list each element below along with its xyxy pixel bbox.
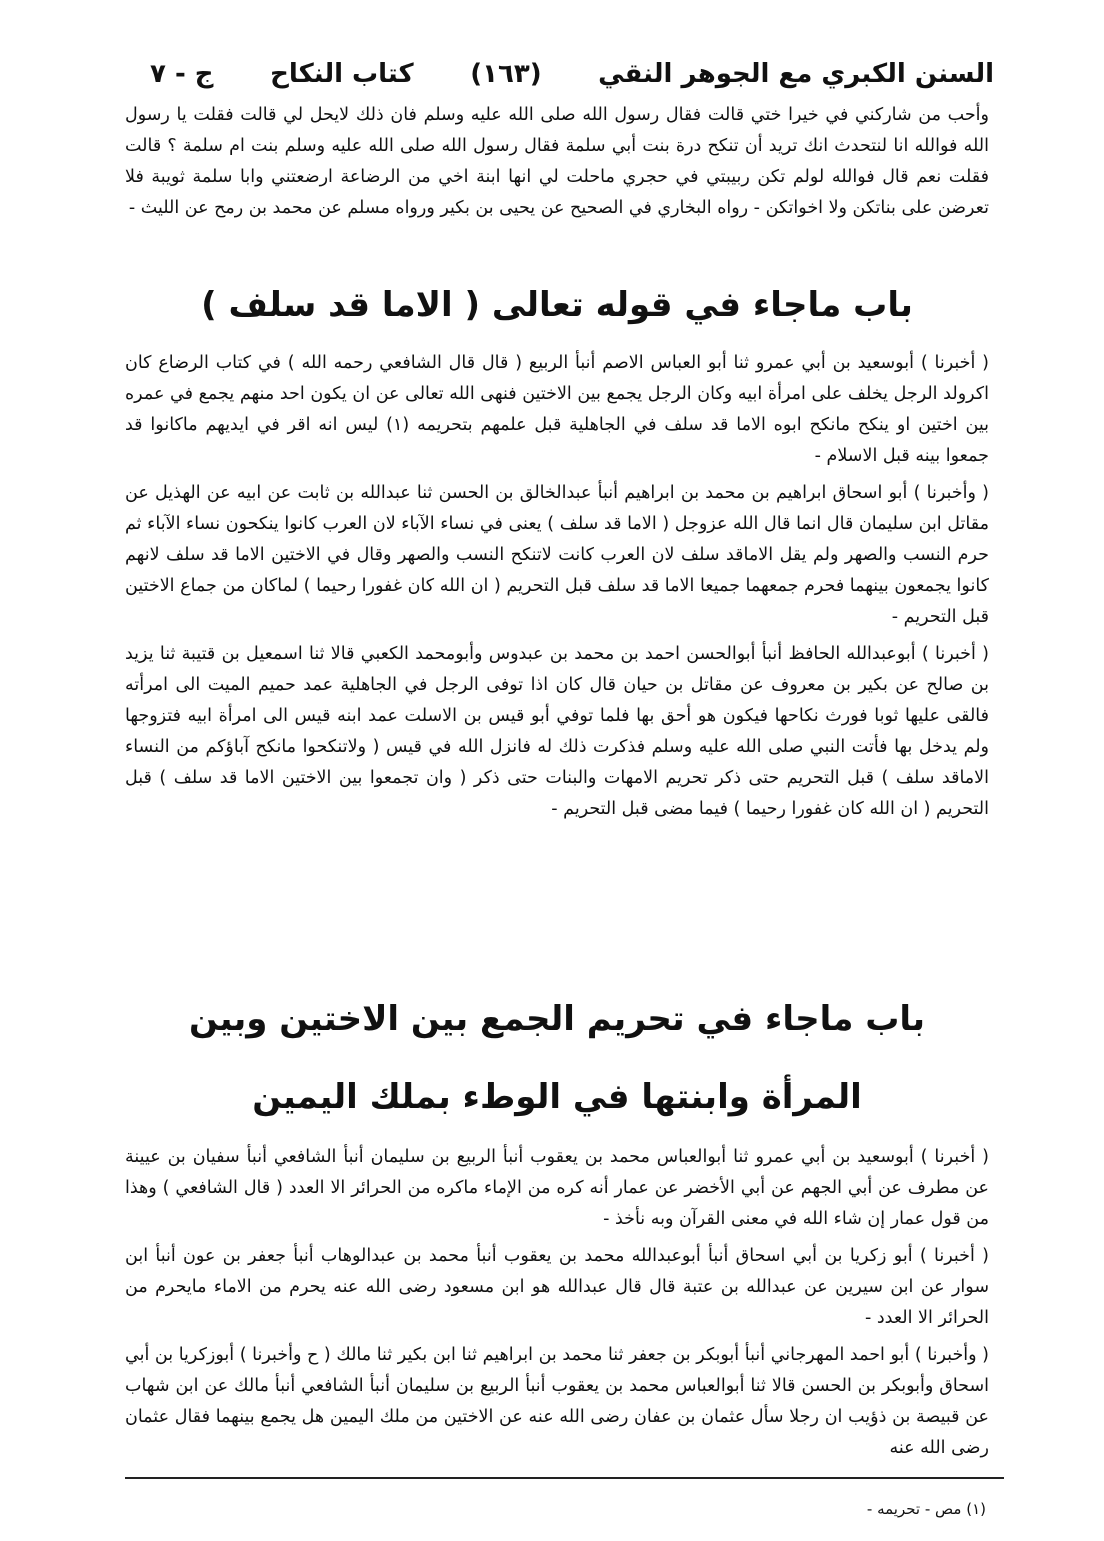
section-2-body (125, 1142, 989, 1470)
page-header (150, 52, 994, 96)
paragraph: ( أخبرنا ) أبوسعيد بن أبي عمرو ثنا أبو العباس الاصم أنبأ الربيع ( قال قال الشافعي رحمه الله ) في كتاب الرضاع كان اكرولد الرجل يخلف على امرأة ابيه وكان الرجل يجمع بين الاختين فنهى الله تعالى عن ان يكون احد منهم يجمع في عمره بين اختين او ينكح مانكح ابوه الاما قد سلف في الجاهلية قبل علمهم بتحريمه (١) ليس انه اقر في ايديهم ماكانوا قد جمعوا بينه قبل الاسلام - (125, 353, 989, 466)
section-1-body (125, 348, 989, 831)
footnote-divider (125, 1477, 1004, 1479)
paragraph: ( وأخبرنا ) أبو احمد المهرجاني أنبأ أبوبكر بن جعفر ثنا محمد بن ابراهيم ثنا ابن بكير ثنا مالك ( ح وأخبرنا ) أبوزكريا بن أبي اسحاق وأبوبكر بن الحسن قالا ثنا أبوالعباس محمد بن يعقوب أنبأ الربيع بن سليمان أنبأ الشافعي أنبأ مالك عن ابن شهاب عن قبيصة بن ذؤيب ان رجلا سأل عثمان بن عفان رضى الله عنه عن الاختين من ملك اليمين هل يجمع بينهما فقال عثمان رضى الله عنه (125, 1345, 989, 1458)
book-title: السنن الكبري مع الجوهر النقي (598, 59, 994, 89)
volume-number: ج - ٧ (150, 59, 214, 89)
chapter-title: كتاب النكاح (270, 59, 414, 89)
intro-text (125, 100, 989, 230)
footnote: (١) مص - تحريمه - (866, 1500, 986, 1518)
paragraph: ( أخبرنا ) أبوعبدالله الحافظ أنبأ أبوالحسن احمد بن محمد بن عبدوس وأبومحمد الكعبي قالا ثنا اسمعيل بن قتيبة ثنا يزيد بن صالح عن بكير بن معروف عن مقاتل بن حيان قال كان اذا توفى الرجل في الجاهلية عمد حميم الميت الى امرأته فالقى عليها ثوبا فورث نكاحها فيكون هو أحق بها فلما توفي أبو قيس بن الاسلت عمد ابنه قيس الى امرأة ابيه فتزوجها ولم يدخل بها فأتت النبي صلى الله عليه وسلم فذكرت ذلك له فانزل الله في قيس ( ولاتنكحوا مانكح آباؤكم من النساء الاماقد سلف ) قبل التحريم حتى ذكر تحريم الامهات والبنات حتى ذكر ( وان تجمعوا بين الاختين الاما قد سلف ) قبل التحريم ( ان الله كان غفورا رحيما ) فيما مضى قبل التحريم - (125, 644, 989, 819)
paragraph: ( أخبرنا ) أبو زكريا بن أبي اسحاق أنبأ أبوعبدالله محمد بن يعقوب أنبأ محمد بن عبدالوهاب أنبأ جعفر بن عون أنبأ ابن سوار عن ابن سيرين عن عبدالله بن عتبة قال قال عبدالله هو ابن مسعود رضى الله عنه يحرم من الاماء مايحرم من الحرائر الا العدد - (125, 1246, 989, 1328)
section-heading-1: باب ماجاء في قوله تعالى ( الاما قد سلف ) (201, 285, 913, 325)
section-heading-2-line-1: باب ماجاء في تحريم الجمع بين الاختين وبين (189, 999, 925, 1039)
page-number: (١٦٣) (470, 59, 542, 89)
paragraph: ( أخبرنا ) أبوسعيد بن أبي عمرو ثنا أبوالعباس محمد بن يعقوب أنبأ الربيع بن سليمان أنبأ الشافعي أنبأ سفيان بن عيينة عن مطرف عن أبي الجهم عن أبي الأخضر عن عمار أنه كره من الإماء ماكره من الحرائر الا العدد ( قال الشافعي ) وهذا من قول عمار إن شاء الله في معنى القرآن وبه نأخذ - (125, 1147, 989, 1229)
paragraph: ( وأخبرنا ) أبو اسحاق ابراهيم بن محمد بن ابراهيم أنبأ عبدالخالق بن الحسن ثنا عبدالله بن ثابت عن ابيه عن الهذيل عن مقاتل ابن سليمان قال انما قال الله عزوجل ( الاما قد سلف ) يعنى في نساء الآباء لان العرب كانوا ينكحون نساء الآباء ثم حرم النسب والصهر ولم يقل الاماقد سلف لان العرب كانت لاتنكح النسب والصهر وقال في الاختين الاما قد سلف لانهم كانوا يجمعون بينهما فحرم جمعهما جميعا الاما قد سلف قبل التحريم ( ان الله كان غفورا رحيما ) لماكان من جماع الاختين قبل التحريم - (125, 483, 989, 627)
section-heading-2-line-2: المرأة وابنتها في الوطء بملك اليمين (252, 1077, 862, 1117)
intro-paragraph: وأحب من شاركني في خيرا ختي قالت فقال رسول الله صلى الله عليه وسلم فان ذلك لايحل لي قالت فقلت يا رسول الله فوالله انا لنتحدث انك تريد أن تنكح درة بنت أبي سلمة فقال رسول الله صلى الله عليه وسلم بنت ام سلمة ؟ قالت فقلت نعم قال فوالله لولم تكن ربيبتي في حجري ماحلت لي انها ابنة اخي من الرضاعة ارضعتني وابا سلمة ثويبة فلا تعرضن على بناتكن ولا اخواتكن - رواه البخاري في الصحيح عن يحيى بن بكير ورواه مسلم عن محمد بن رمح عن الليث - (125, 105, 989, 218)
